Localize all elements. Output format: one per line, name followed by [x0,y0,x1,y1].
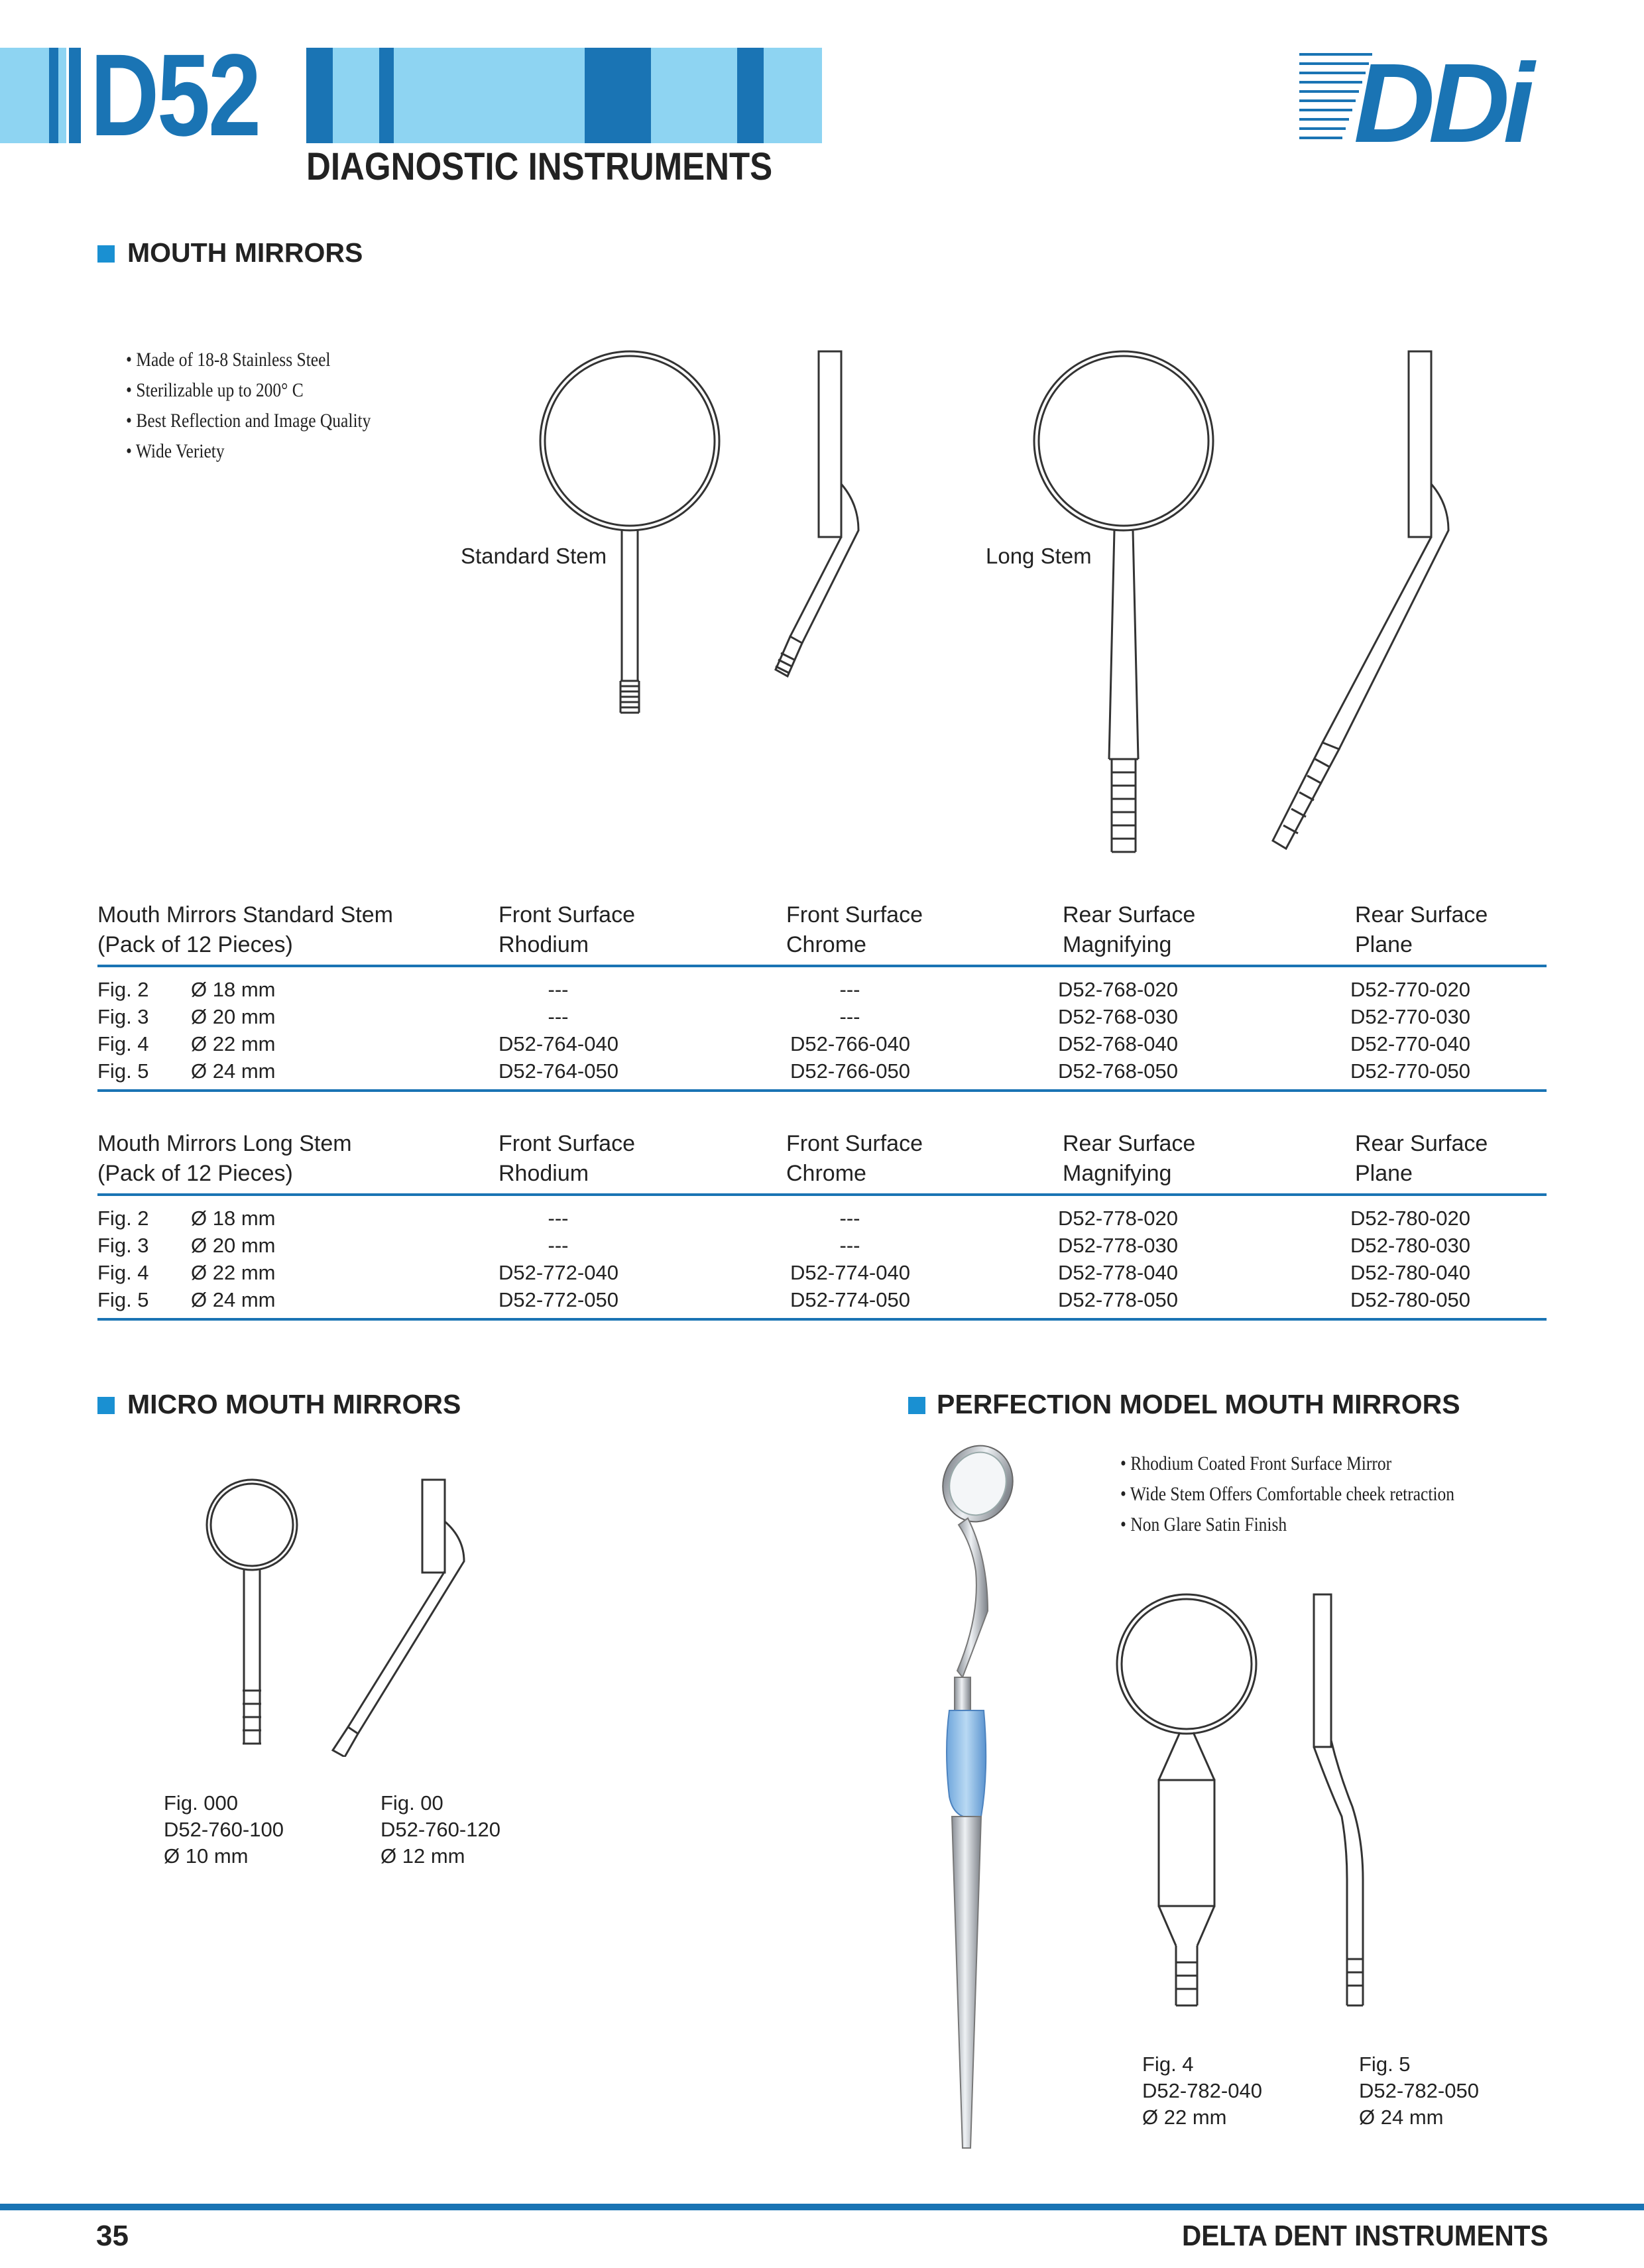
table-col-chrome: --- --- D52-774-040 D52-774-050 [790,1207,910,1311]
table-col-magnifying: D52-768-020 D52-768-030 D52-768-040 D52-768-050 [1058,978,1178,1083]
feature-item: • Wide Stem Offers Comfortable cheek retraction [1120,1479,1454,1510]
table-rule [97,1193,1547,1196]
table-col-chrome: --- --- D52-766-040 D52-766-050 [790,978,910,1083]
micro-item: Fig. 00 D52-760-120 Ø 12 mm [381,1791,500,1868]
footer-rule [0,2204,1644,2210]
section-title-mouth-mirrors: MOUTH MIRRORS [127,237,363,268]
section-title-perfection-mirrors: PERFECTION MODEL MOUTH MIRRORS [937,1389,1460,1419]
micro-mirror-side-illustration [318,1472,477,1757]
table-header-cell: Rear Surface Magnifying [1063,902,1196,957]
table-col-size: Ø 18 mm Ø 20 mm Ø 22 mm Ø 24 mm [191,978,276,1083]
feature-item: • Best Reflection and Image Quality [126,406,371,436]
page-number: 35 [96,2220,129,2252]
ddi-logo [1299,48,1550,147]
perfection-item: Fig. 4 D52-782-040 Ø 22 mm [1142,2053,1262,2129]
table-rule [97,1318,1547,1321]
table-header-cell: Front Surface Rhodium [499,1131,635,1186]
table-header-cell: Front Surface Chrome [786,902,923,957]
header-subtitle: DIAGNOSTIC INSTRUMENTS [306,145,773,188]
table-header-cell: Front Surface Chrome [786,1131,923,1186]
perfection-item: Fig. 5 D52-782-050 Ø 24 mm [1359,2053,1479,2129]
micro-item: Fig. 000 D52-760-100 Ø 10 mm [164,1791,284,1868]
table-header-title: Mouth Mirrors Standard Stem (Pack of 12 Pieces) [97,902,393,957]
long-stem-mirror-illustration [1024,348,1223,859]
table-col-fig: Fig. 2 Fig. 3 Fig. 4 Fig. 5 [97,978,149,1083]
footer-company: DELTA DENT INSTRUMENTS [1181,2220,1548,2252]
svg-text:DDi: DDi [1354,48,1528,147]
table-col-magnifying: D52-778-020 D52-778-030 D52-778-040 D52-778-050 [1058,1207,1178,1311]
table-col-rhodium: --- --- D52-764-040 D52-764-050 [499,978,618,1083]
table-col-plane: D52-780-020 D52-780-030 D52-780-040 D52-780-050 [1350,1207,1470,1311]
standard-stem-mirror-illustration [530,348,729,719]
table-header-cell: Rear Surface Plane [1355,1131,1488,1186]
feature-item: • Wide Veriety [126,436,371,467]
micro-mirror-illustration [199,1472,305,1757]
table-header-title: Mouth Mirrors Long Stem (Pack of 12 Pieces) [97,1131,352,1186]
table-rule [97,1089,1547,1092]
perfection-mirror-side-illustration [1299,1588,1392,2012]
standard-stem-label: Standard Stem [461,544,607,568]
table-col-rhodium: --- --- D52-772-040 D52-772-050 [499,1207,618,1311]
table-header-cell: Front Surface Rhodium [499,902,635,957]
table-col-size: Ø 18 mm Ø 20 mm Ø 22 mm Ø 24 mm [191,1207,276,1311]
feature-list [126,345,371,467]
feature-list [1120,1449,1454,1540]
header-code: D52 [90,30,259,160]
section-marker [97,1397,115,1414]
feature-item: • Made of 18-8 Stainless Steel [126,345,371,375]
table-header-cell: Rear Surface Magnifying [1063,1131,1196,1186]
table-rule [97,965,1547,967]
perfection-mirror-photo [915,1439,1041,2155]
table-header-cell: Rear Surface Plane [1355,902,1488,957]
feature-item: • Rhodium Coated Front Surface Mirror [1120,1449,1454,1479]
perfection-mirror-illustration [1107,1588,1266,2012]
long-stem-side-illustration [1246,345,1465,862]
table-col-fig: Fig. 2 Fig. 3 Fig. 4 Fig. 5 [97,1207,149,1311]
section-marker [908,1397,925,1414]
section-marker [97,245,115,263]
section-title-micro-mirrors: MICRO MOUTH MIRRORS [127,1389,461,1419]
standard-stem-side-illustration [716,345,875,716]
feature-item: • Sterilizable up to 200° C [126,375,371,406]
table-col-plane: D52-770-020 D52-770-030 D52-770-040 D52-770-050 [1350,978,1470,1083]
feature-item: • Non Glare Satin Finish [1120,1510,1454,1540]
long-stem-label: Long Stem [986,544,1092,568]
